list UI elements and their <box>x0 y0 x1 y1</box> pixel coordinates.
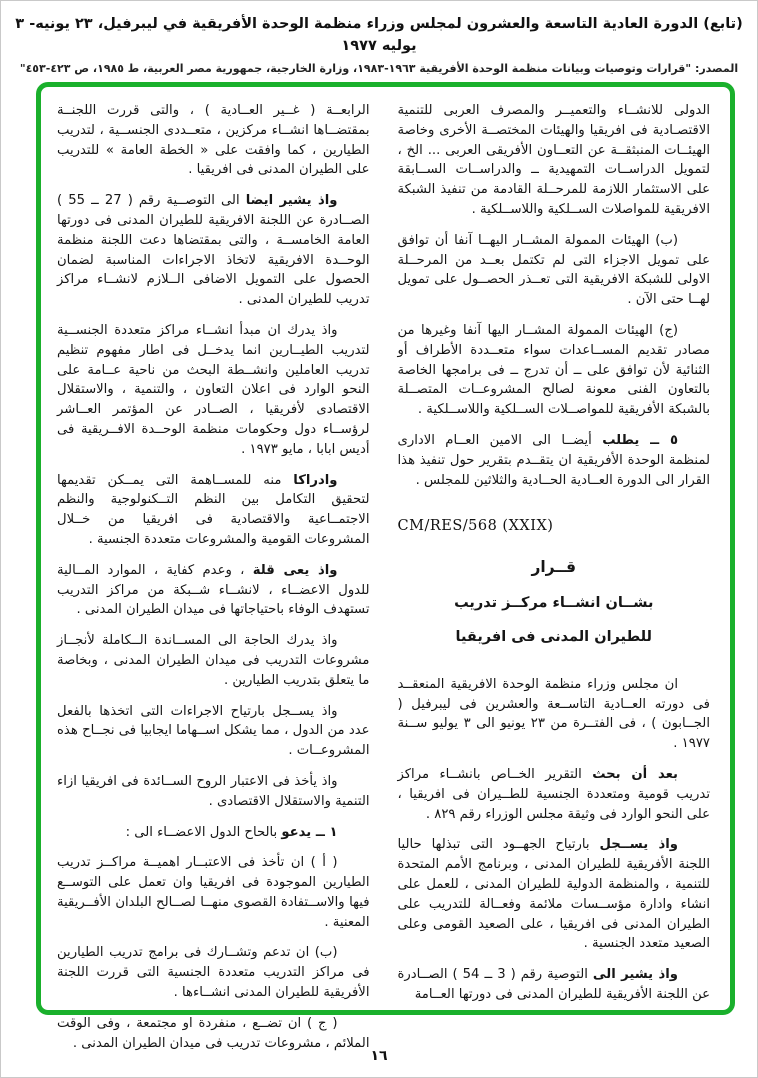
page-header <box>12 14 746 75</box>
spacer <box>398 661 711 675</box>
paragraph: واذ يعى قلة ، وعدم كفاية ، الموارد المــالية للدول الاعضــاء ، لانشــاء شــبكة من مراكز التدريب تستهدف الوفاء باحتياجاتها فى ميدان الطيران المدنى . <box>57 562 370 618</box>
page-number: ١٦ <box>370 1048 388 1064</box>
column-left <box>57 101 370 1051</box>
paragraph: ان مجلس وزراء منظمة الوحدة الافريقية المنعقــد فى دورته العــادية التاســعة والعشرين فى ليبرفيل ( الجــابون ) ، فى الفتــرة من ٢٣ يونيو الى ٣ يوليو ســنة ١٩٧٧ . <box>397 676 710 752</box>
resolution-subtitle-1: بشــان انشــاء مركــز تدريب <box>454 595 654 612</box>
paragraph: واذ يدرك ان مبدأ انشــاء مراكز متعددة الجنســية لتدريب الطيــارين انما يدخــل فى اطار مفهوم تنظيم تدريب العاملين وانشــطة البحث من ناحية عــامة على النحو الوارد فى اعلان التعاون ، والتنمية ، والاستقلال الاقتصادى لأفريقيا ، الصــادر عن المؤتمر العــاشر لرؤســاء دول وحكومات منظمة الوحــدة الافــريقية فى أديس ابابا ، مايو ١٩٧٣ . <box>57 322 370 457</box>
paragraph: ٥ ــ يطلب أيضــا الى الامين العــام الادارى لمنظمة الوحدة الأفريقية ان يتقــدم بتقرير حول تنفيذ هذا القرار الى الدورة العــادية الحــادية والثلاثين للمجلس . <box>397 432 710 488</box>
source-citation: المصدر: "قرارات وتوصيات وبيانات منظمة الوحدة الأفريقية ١٩٦٣-١٩٨٣، وزارة الخارجية، جمهورية مصر العربية، ط ١٩٨٥، ص ٤٢٣-٤٥٣" <box>19 61 739 75</box>
paragraph: وادراكا منه للمســاهمة التى يمــكن تقديمها لتحقيق التكامل بين النظم التــكنولوجية والنظم الاجتمــاعية والاقتصادية فى افريقيا من خــلال المشروعات القومية والمشروعات متعددة الجنسية . <box>57 472 370 547</box>
resolution-title: قــرار <box>531 558 577 577</box>
session-title: (تابع) الدورة العادية التاسعة والعشرون لمجلس وزراء منظمة الوحدة الأفريقية في ليبرفيل، ٢٣ يونيه- ٣ يوليه ١٩٧٧ <box>15 16 743 54</box>
paragraph: واذ يشير ايضا الى التوصــية رقم ( 27 ــ 55 ) الصــادرة عن اللجنة الافريقية للطيران المدنى فى دورتها العامة الخامســة ، والتى بمقتضاها دعت اللجنة منظمة الوحــدة الافريقية لاتخاذ الاجراءات المناسبة لضمان الحصول على التمويل الاضافى الــلازم لانشــاء مراكز تدريب للطيران المدنى . <box>57 193 370 308</box>
paragraph: (ب) الهيئات الممولة المشــار اليهــا آنفا أن توافق على تمويل الاجزاء التى لم تكتمل بعــد من المرحــلة الاولى للشبكة الافريقية التى تعــذر الحصــول على تمويل لهــا حتى الآن . <box>397 232 710 308</box>
list-item-j: ( ج ) ان تضــع ، منفردة او مجتمعة ، وفى الوقت الملائم ، مشروعات تدريب فى ميدان الطيران المدنى . <box>57 1015 370 1051</box>
paragraph: واذ يشير الى التوصية رقم ( 3 ــ 54 ) الصــادرة عن اللجنة الأفريقية للطيران المدنى فى دورتها العــامة <box>397 967 710 1002</box>
list-item-1: ١ ــ يدعو بالحاح الدول الاعضــاء الى : <box>125 824 338 840</box>
paragraph: (ج) الهيئات الممولة المشــار اليها آنفا وغيرها من مصادر تقديم المســاعدات سواء متعــددة الأطراف أو الثنائية لأن توافق على ــ أن تدرج ــ فى برامجها الخاصة بالتعاون الفنى معونة لصالح المشروعــات المتصــلة بالشبكة الأفريقية للمواصــلات الســلكية واللاســلكية . <box>397 322 710 418</box>
paragraph: واذ يســجل بارتياح الجهــود التى تبذلها حاليا اللجنة الأفريقية للطيران المدنى ، وبرنامج الأمم المتحدة للتنمية ، والمنظمة الدولية للطيران المدنى ، للعمل على انشاء وادارة مؤســسات ملائمة وفعــالة للتدريب على الطيران المدنى فى افريقيا ، على الصعيد القومى وعلى الصعيد متعدد الجنسية . <box>397 837 710 952</box>
document-border-box <box>36 82 735 1051</box>
column-right <box>398 101 711 1000</box>
paragraph: الرابعــة ( غــير العــادية ) ، والتى قررت اللجنــة بمقتضــاها انشــاء مركزين ، متعــددى الجنســية ، لتدريب الطيارين ، كما وافقت على « الخطة العامة » للتدريب على الطيران المدنى فى افريقيا . <box>57 103 370 178</box>
resolution-code: CM/RES/568 (XXIX) <box>397 518 554 535</box>
paragraph: بعد أن بحث التقرير الخــاص بانشــاء مراكز تدريب قومية ومتعددة الجنسية للطــيران فى افريقيا ، على النحو الوارد فى وثيقة مجلس الوزراء رقم ٨٢٩ . <box>397 767 710 822</box>
paragraph: الدولى للانشــاء والتعميــر والمصرف العربى للتنمية الاقتصـادية فى افريقيا والهيئات المختصــة الأخرى وخاصة الهيئــات المنبثقــة عن التعــاون الأفريقى العربى ... الخ ، لتمويل الدراســات التمهيدية ــ والدراســات الســابقة على الاستثمار اللازمة للمرحــلة القادمة من تنفيذ الشبكة الافريقية للمواصلات الســلكية واللاســلكية . <box>397 103 710 217</box>
list-item-b: (ب) ان تدعم وتشــارك فى برامج تدريب الطيارين فى مراكز التدريب متعددة الجنسية التى قررت اللجنة الأفريقية للطيران المدنى انشــاءها . <box>57 945 370 1001</box>
two-column-layout <box>57 101 710 1051</box>
resolution-subtitle-2: للطيران المدنى فى افريقيا <box>455 629 652 646</box>
paragraph: واذ يســجل بارتياح الاجراءات التى اتخذها بالفعل عدد من الدول ، مما يشكل اســهاما ايجابيا فى نجــاح هذه المشروعــات . <box>57 703 370 759</box>
paragraph: واذ يدرك الحاجة الى المســاندة الــكاملة لأنجــاز مشروعات التدريب فى ميدان الطيران المدنى ، وبخاصة ما يتعلق بتدريب الطيارين . <box>57 633 370 688</box>
list-item-a: ( أ ) ان تأخذ فى الاعتبــار اهميــة مراكــز تدريب الطيارين الموجودة فى افريقيا وان تعمل على التوســع فيها والاســتفادة القصوى منهــا لصــالح البلدان الأفــريقية المعنية . <box>57 855 370 930</box>
paragraph: واذ يأخذ فى الاعتبار الروح الســائدة فى افريقيا ازاء التنمية والاستقلال الاقتصادى . <box>57 773 370 809</box>
